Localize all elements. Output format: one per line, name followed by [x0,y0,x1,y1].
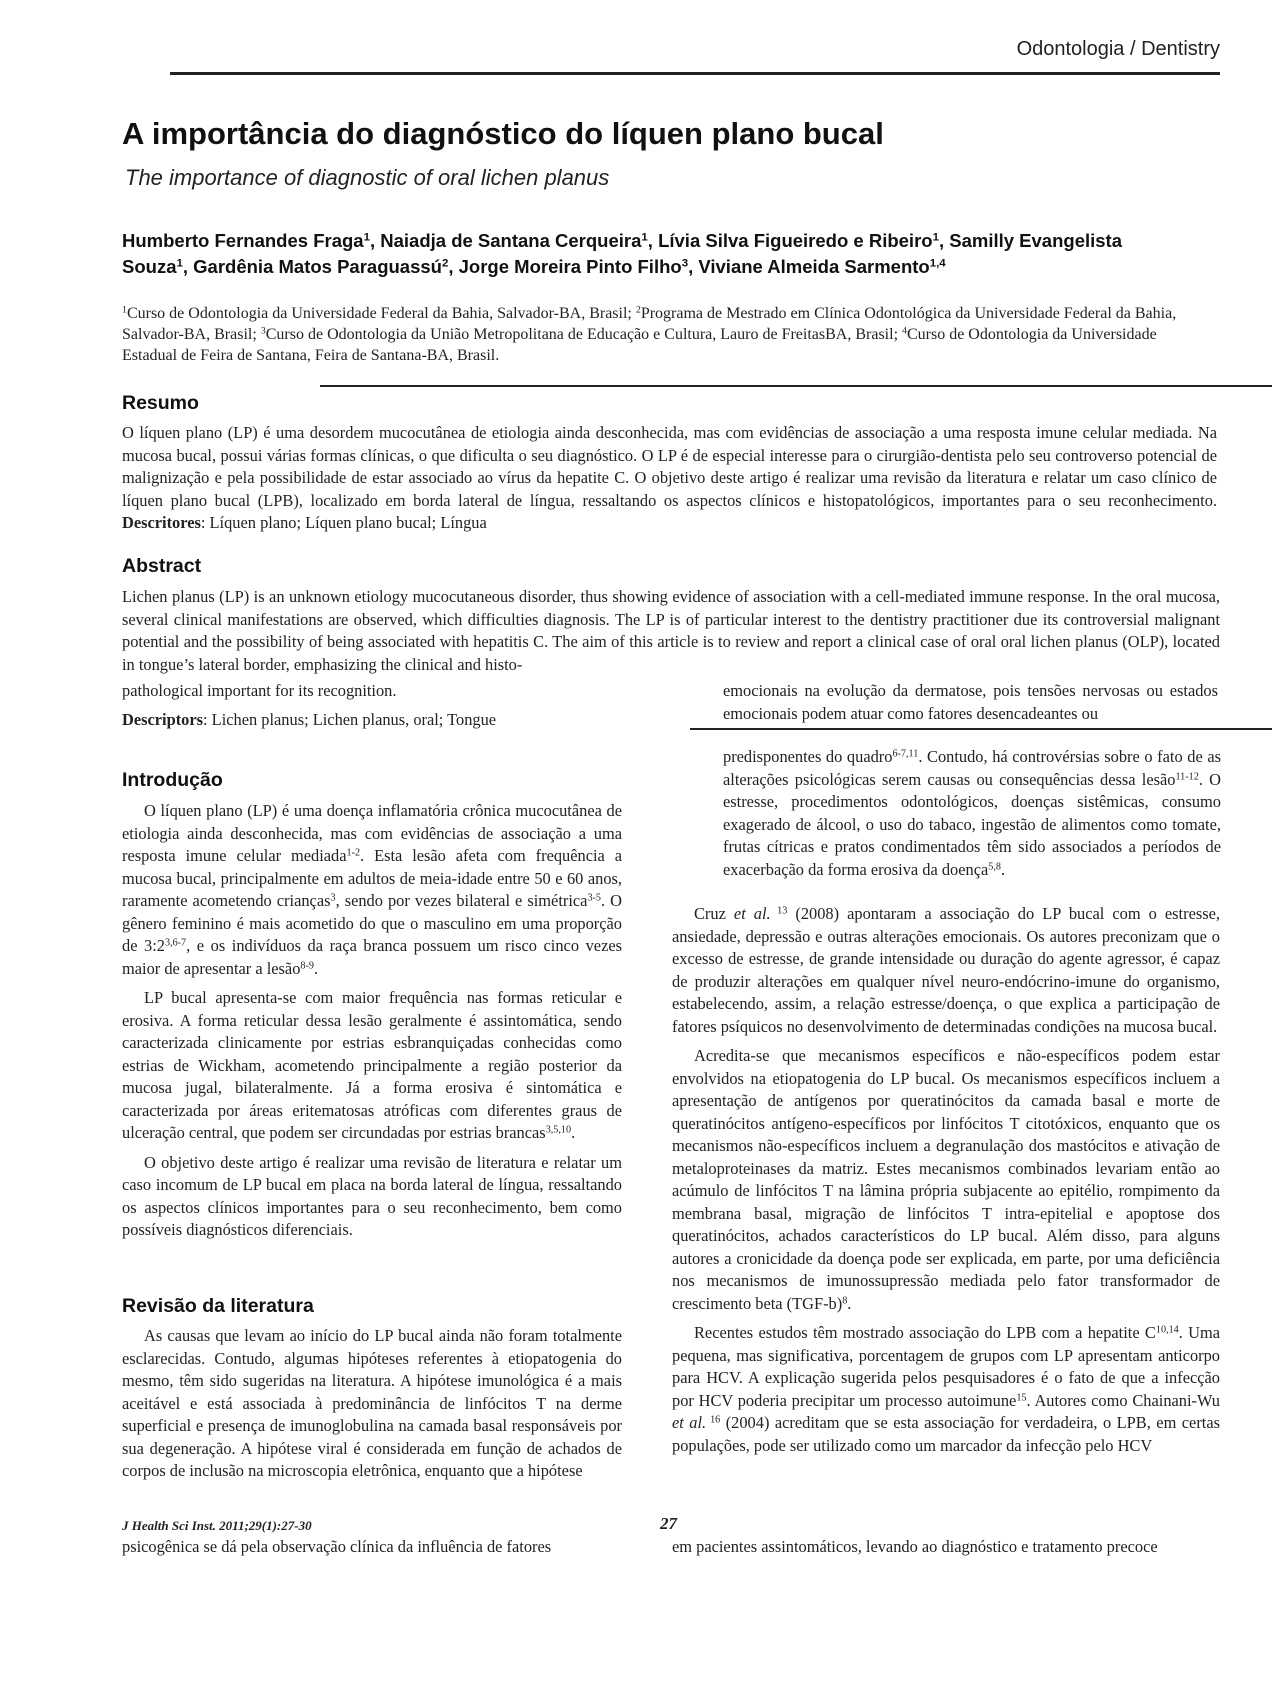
text-run: . Esta lesão afeta com frequência a mucosa bucal, principalmente em adultos de meia-idade entre 50 e 60 anos, raramente acometendo crianças [122,846,622,910]
italic-text: et al. [733,904,771,923]
article-subtitle: The importance of diagnostic of oral lichen planus [125,165,610,190]
citation-superscript: 15 [1016,1391,1027,1403]
citation-superscript: 5,8 [988,860,1001,872]
author-name: Gardênia Matos Paraguassú [193,256,442,277]
introducao-heading: Introdução [122,769,223,791]
author-name: Samilly Evangelista [949,230,1123,251]
text-run: , sendo por vezes bilateral e simétrica [335,891,588,910]
affiliations [122,303,1212,366]
citation-superscript: 3,5,10 [545,1124,572,1136]
text-run: predisponentes do quadro [723,747,893,766]
right-paragraph-continued [723,746,1221,881]
footer-journal-citation: J Health Sci Inst. 2011;29(1):27-30 [122,1518,312,1533]
revisao-heading: Revisão da literatura [122,1295,314,1317]
text-run: . Uma pequena, mas significativa, porcentagem de grupos com LP apresentam anticorpo para HCV. A explicação sugerida pelos pesquisadores é o fato de que a infecção por HCV poderia precipitar um processo autoimune [672,1323,1221,1410]
text-run: O líquen plano (LP) é uma doença inflamatória crônica mucocutânea de etiologia ainda desconhecida, mas com evidências de associação a uma resposta imune celular mediada [122,801,622,865]
citation-superscript: 8 [842,1294,848,1306]
introducao-paragraph-2 [122,987,622,1145]
introducao-paragraph-3 [122,1152,622,1242]
citation-superscript: 13 [770,905,788,917]
resumo-heading: Resumo [122,392,199,414]
right-column-lead: emocionais na evolução da dermatose, pois tensões nervosas ou estados emocionais podem atuar como fatores desencadeantes ou [723,681,1218,723]
citation-superscript: 3-5 [587,892,601,904]
right-column-continuation [723,746,1221,881]
right-column-body [672,903,1220,1457]
text-run: LP bucal apresenta-se com maior frequência nas formas reticular e erosiva. A forma reticular dessa lesão geralmente é assintomática, sendo caracterizada clinicamente por estrias esbranquiçadas conhecidas como estrias de Wickham, acometendo principalmente a região posterior da mucosa jugal, bilateralmente. Já a forma erosiva é sintomática e caracterizada por áreas eritematosas atróficas com diferentes graus de ulceração central, que podem ser circundadas por estrias brancas [122,988,622,1142]
author-name: Jorge Moreira Pinto Filho [458,256,682,277]
affiliation-text: Curso de Odontologia da Universidade Estadual de Feira de Santana, Feira de Santana-BA, Brasil. [122,326,1157,364]
citation-superscript: 11-12 [1175,770,1199,782]
author-affiliation-mark: 1 [932,231,939,244]
header-rule [170,72,1220,75]
text-run: . Autores como Chainani-Wu [1026,1390,1220,1410]
text-run: . O estresse, procedimentos odontológicos, doenças sistêmicas, consumo exagerado de álcool, o uso do tabaco, ingestão de alimentos como tomate, frutas cítricas e pratos condimentados têm sido associados a períodos de exacerbação da forma erosiva da doença [723,769,1221,879]
resumo-text: O líquen plano (LP) é uma desordem mucocutânea de etiologia ainda desconhecida, mas com evidências de associação a uma resposta imune celular mediada. Na mucosa bucal, possui várias formas clínicas, o que dificulta o seu diagnóstico. O LP é de especial interesse para o cirurgião-dentista pelo seu controverso potencial de malignização e pela possibilidade de estar associado ao vírus da hepatite C. O objetivo deste artigo é realizar uma revisão da literatura e relatar um caso clínico de líquen plano bucal (LPB), localizado em borda lateral de língua, ressaltando os aspectos clínicos e histopatológicos, importantes para o seu reconhecimento. [122,423,1217,510]
bottom-left-line: psicogênica se dá pela observação clínica da influência de fatores [122,1537,552,1556]
text-run: (2008) apontaram a associação do LP bucal com o estresse, ansiedade, depressão e outras alterações emocionais. Os autores preconizam que o excesso de estresse, de grande intensidade ou duração do agente agressor, é capaz de produzir alterações em qualquer nível neuro-endócrino-imune do organismo, estabelecendo, assim, a relação estresse/doença, o que explica a participação de fatores psíquicos no desenvolvimento de determinadas condições na mucosa bucal. [672,904,1220,1036]
abstract-heading: Abstract [122,555,202,577]
section-label: Odontologia / Dentistry [1016,38,1220,60]
affiliation-text: Curso de Odontologia da Universidade Federal da Bahia, Salvador-BA, Brasil; [126,305,636,322]
author-affiliation-mark: 3 [681,257,689,270]
citation-superscript: 10,14 [1155,1324,1179,1336]
revisao-paragraph-1 [122,1325,622,1483]
author-affiliation-mark: 2 [441,257,449,270]
text-run: Recentes estudos têm mostrado associação do LPB com a hepatite C [694,1323,1156,1342]
text-run: Acredita-se que mecanismos específicos e não-específicos podem estar envolvidos na etiopatogenia do LP bucal. Os mecanismos específicos incluem a apresentação de antígenos por queratinócitos da camada basal e morte de queratinócitos antígeno-específicos por linfócitos T citotóxicos, enquanto que os mecanismos não-específicos incluem a degranulação dos mastócitos e ativação de metaloproteinases da matriz. Estes mecanismos combinados levariam então ao acúmulo de linfócitos T na lâmina própria subjacente ao epitélio, rompimento da membrana basal, migração de linfócitos T intra-epitelial e apoptose dos queratinócitos, achados característicos do LP bucal. Além disso, para alguns autores a cronicidade da doença pode ser explicada, em parte, por uma deficiência nos mecanismos de imunossupressão mediada pelo fator transformador de crescimento beta (TGF-b) [672,1046,1220,1313]
affiliation-mark: 1 [122,304,127,316]
abstract-body-end: pathological important for its recognition. [122,681,397,700]
text-run: (2004) acreditam que se esta associação for verdadeira, o LPB, em certas populações, pode ser utilizado como um marcador da infecção pelo HCV [672,1413,1220,1455]
right-paragraph-mecanismos [672,1045,1220,1315]
page-number: 27 [660,1514,677,1533]
affiliation-mark: 2 [635,304,641,316]
text-run: . O gênero feminino é mais acometido do que o masculino em uma proporção de 3:2 [122,891,622,955]
citation-superscript: 16 [706,1414,721,1426]
abstract-body: Lichen planus (LP) is an unknown etiology mucocutaneous disorder, thus showing evidence of association with a cell-mediated immune response. In the oral mucosa, several clinical manifestations are observed, which difficulties diagnosis. The LP is of particular interest to the dentistry practitioner due its controversial malignant potential and the possibility of being associated with hepatitis C. The aim of this article is to review and report a clinical case of oral oral lichen planus (OLP), located in tongue’s lateral border, emphasizing the clinical and histo- [122,587,1220,674]
descriptors-label: Descriptors [122,710,204,729]
resumo-body [122,422,1217,535]
author-affiliation-mark: 1 [641,231,648,244]
right-paragraph-cruz [672,903,1220,1038]
text-run: . Contudo, há controvérsias sobre o fato de as alterações psicológicas serem causas ou consequências dessa lesão [723,747,1222,789]
text-run: O objetivo deste artigo é realizar uma revisão de literatura e relatar um caso incomum de LP bucal em placa na borda lateral de língua, ressaltando os aspectos clínicos importantes para o seu reconhecimento, bem como possíveis diagnósticos diferenciais. [122,1152,622,1239]
resumo-rule [320,385,1272,387]
author-affiliation-mark: 1,4 [929,257,946,270]
introducao-paragraph-1 [122,800,622,980]
descriptors-text: : Lichen planus; Lichen planus, oral; Tongue [203,710,497,729]
citation-superscript: 3 [330,892,336,904]
citation-superscript: 6-7,11 [892,748,919,760]
text-run: . [571,1123,576,1142]
text-run: . [847,1293,852,1313]
introducao-body [122,800,622,1242]
affiliation-mark: 3 [260,325,266,337]
affiliation-text: Curso de Odontologia da União Metropolitana de Educação e Cultura, Lauro de FreitasBA, Brasil; [265,326,903,343]
abstract-descriptors [122,709,677,732]
author-name: Souza [122,256,177,277]
citation-superscript: 8-9 [300,959,314,971]
affiliation-text: Programa de Mestrado em Clínica Odontológica da Universidade Federal da Bahia, Salvador-BA, Brasil; [122,305,1177,343]
text-run: Cruz [694,904,734,923]
citation-superscript: 3,6-7 [164,937,187,949]
citation-superscript: 1-2 [346,847,361,859]
author-name: Humberto Fernandes Fraga [122,230,364,251]
descritores-text: : Líquen plano; Líquen plano bucal; Língua [200,513,487,532]
text-run: As causas que levam ao início do LP bucal ainda não foram totalmente esclarecidas. Contudo, algumas hipóteses referentes à etiopatogenia do mesmo, têm sido sugeridas na literatura. A hipótese imunológica é a mais aceitável e está associada à predominância de linfócitos T na derme superficial e presença de imunoglobulina na camada basal responsáveis por sua degeneração. A hipótese viral é considerada em função de achados de corpos de inclusão na microscopia eletrônica, enquanto que a hipótese [122,1326,622,1480]
abstract-rule [690,728,1272,730]
author-list: Humberto Fernandes Fraga$^1$, Naiadja de Santana Cerqueira$^1$, Lívia Silva Figueiredo e Ribeiro$^1$, Samilly Evangelista Souza$^1$, Gardênia Matos Paraguassú$^2$, Jorge Moreira Pinto Filho$^3$, Viviane Almeida Sarmento$^{1,4}$ [122,230,1123,277]
author-affiliation-mark: 1 [363,231,370,244]
author-name: Naiadja de Santana Cerqueira [380,230,642,251]
author-name: Viviane Almeida Sarmento [698,256,930,277]
italic-text: et al. [672,1413,707,1432]
text-run: . [1000,859,1006,879]
affiliation-mark: 4 [902,325,907,337]
author-name: Lívia Silva Figueiredo e Ribeiro [658,230,933,251]
bottom-right-line: em pacientes assintomáticos, levando ao diagnóstico e tratamento precoce [672,1537,1158,1556]
text-run: , e os indivíduos da raça branca possuem um risco cinco vezes maior de apresentar a lesão [122,936,622,978]
revisao-body [122,1325,622,1483]
article-title: A importância do diagnóstico do líquen plano bucal [122,116,884,151]
right-paragraph-hepatite [672,1322,1220,1457]
author-affiliation-mark: 1 [176,257,183,270]
text-run: . [313,958,319,978]
descritores-label: Descritores [122,513,201,532]
